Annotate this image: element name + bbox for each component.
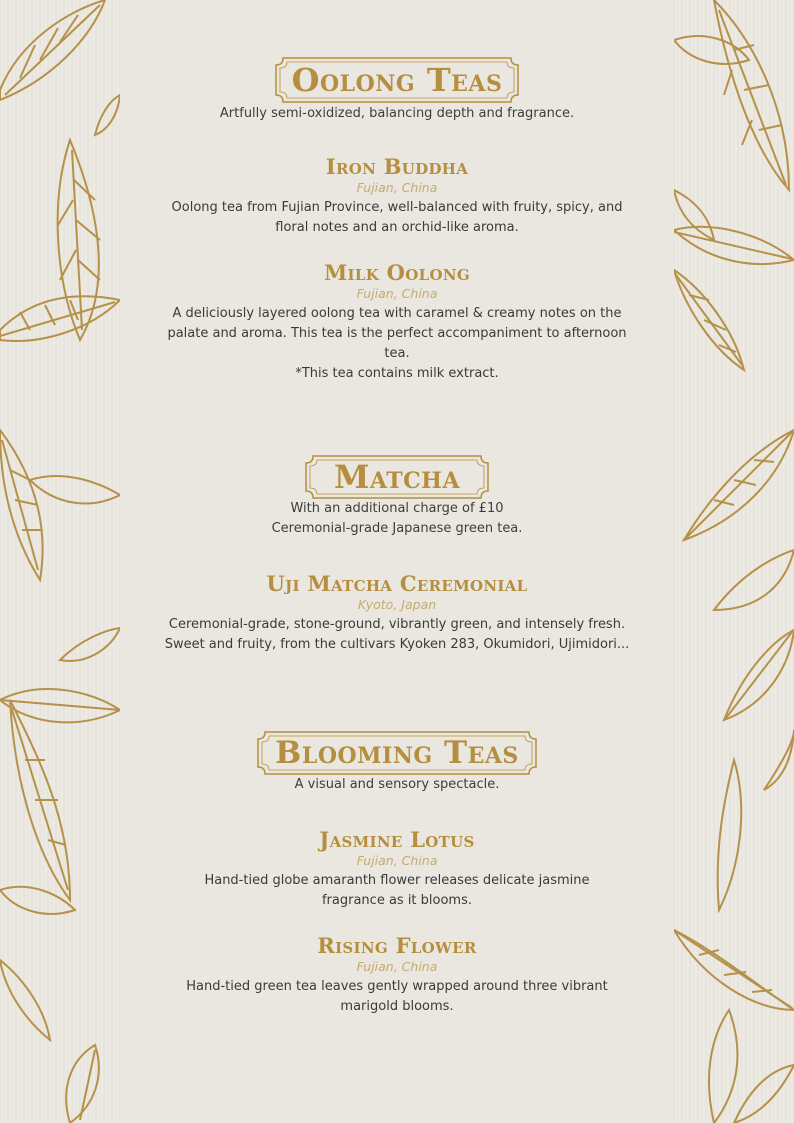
section-title: Oolong Teas: [291, 61, 503, 99]
item-origin: Fujian, China: [356, 180, 438, 195]
menu-item: [120, 154, 674, 238]
leaf-pattern-right-icon: [674, 0, 794, 1123]
section-subtitle: Ceremonial-grade Japanese green tea.: [271, 521, 523, 536]
section-title: Matcha: [333, 458, 461, 496]
item-name: Rising Flower: [317, 933, 477, 958]
item-name: Uji Matcha Ceremonial: [266, 571, 528, 596]
section-blooming-header: [120, 731, 674, 795]
menu-item: [120, 571, 674, 655]
title-frame: [257, 731, 537, 775]
section-subtitle: A visual and sensory spectacle.: [294, 777, 500, 792]
item-description: A deliciously layered oolong tea with caramel & creamy notes on the palate and aroma. This tea is the perfect accompaniment to afternoon tea.: [167, 306, 627, 361]
item-origin: Fujian, China: [356, 286, 438, 301]
menu-item: [120, 260, 674, 384]
item-origin: Kyoto, Japan: [357, 597, 437, 612]
item-description: Hand-tied green tea leaves gently wrapped around three vibrant marigold blooms.: [186, 979, 608, 1014]
menu-content: [120, 0, 674, 1123]
menu-item: [120, 827, 674, 911]
item-name: Iron Buddha: [325, 154, 469, 179]
section-matcha-header: [120, 455, 674, 539]
item-name: Milk Oolong: [324, 260, 470, 285]
item-description: Oolong tea from Fujian Province, well-balanced with fruity, spicy, and floral notes and an orchid-like aroma.: [171, 200, 623, 235]
title-frame: [275, 57, 519, 103]
section-oolong-header: [120, 57, 674, 124]
menu-item: [120, 933, 674, 1017]
right-leaf-panel: [674, 0, 794, 1123]
item-description: Ceremonial-grade, stone-ground, vibrantly green, and intensely fresh. Sweet and fruity, from the cultivars Kyoken 283, Okumidori, Ujimidori...: [164, 617, 630, 652]
item-description: Hand-tied globe amaranth flower releases delicate jasmine fragrance as it blooms.: [204, 873, 590, 908]
item-origin: Fujian, China: [356, 853, 438, 868]
left-leaf-panel: [0, 0, 120, 1123]
item-note: *This tea contains milk extract.: [295, 366, 499, 381]
item-name: Jasmine Lotus: [319, 827, 475, 852]
title-frame: [305, 455, 489, 499]
item-origin: Fujian, China: [356, 959, 438, 974]
section-subtitle: Artfully semi-oxidized, balancing depth and fragrance.: [219, 106, 575, 121]
section-subtitle: With an additional charge of £10: [290, 501, 504, 516]
section-title: Blooming Teas: [275, 735, 519, 771]
leaf-pattern-left-icon: [0, 0, 120, 1123]
